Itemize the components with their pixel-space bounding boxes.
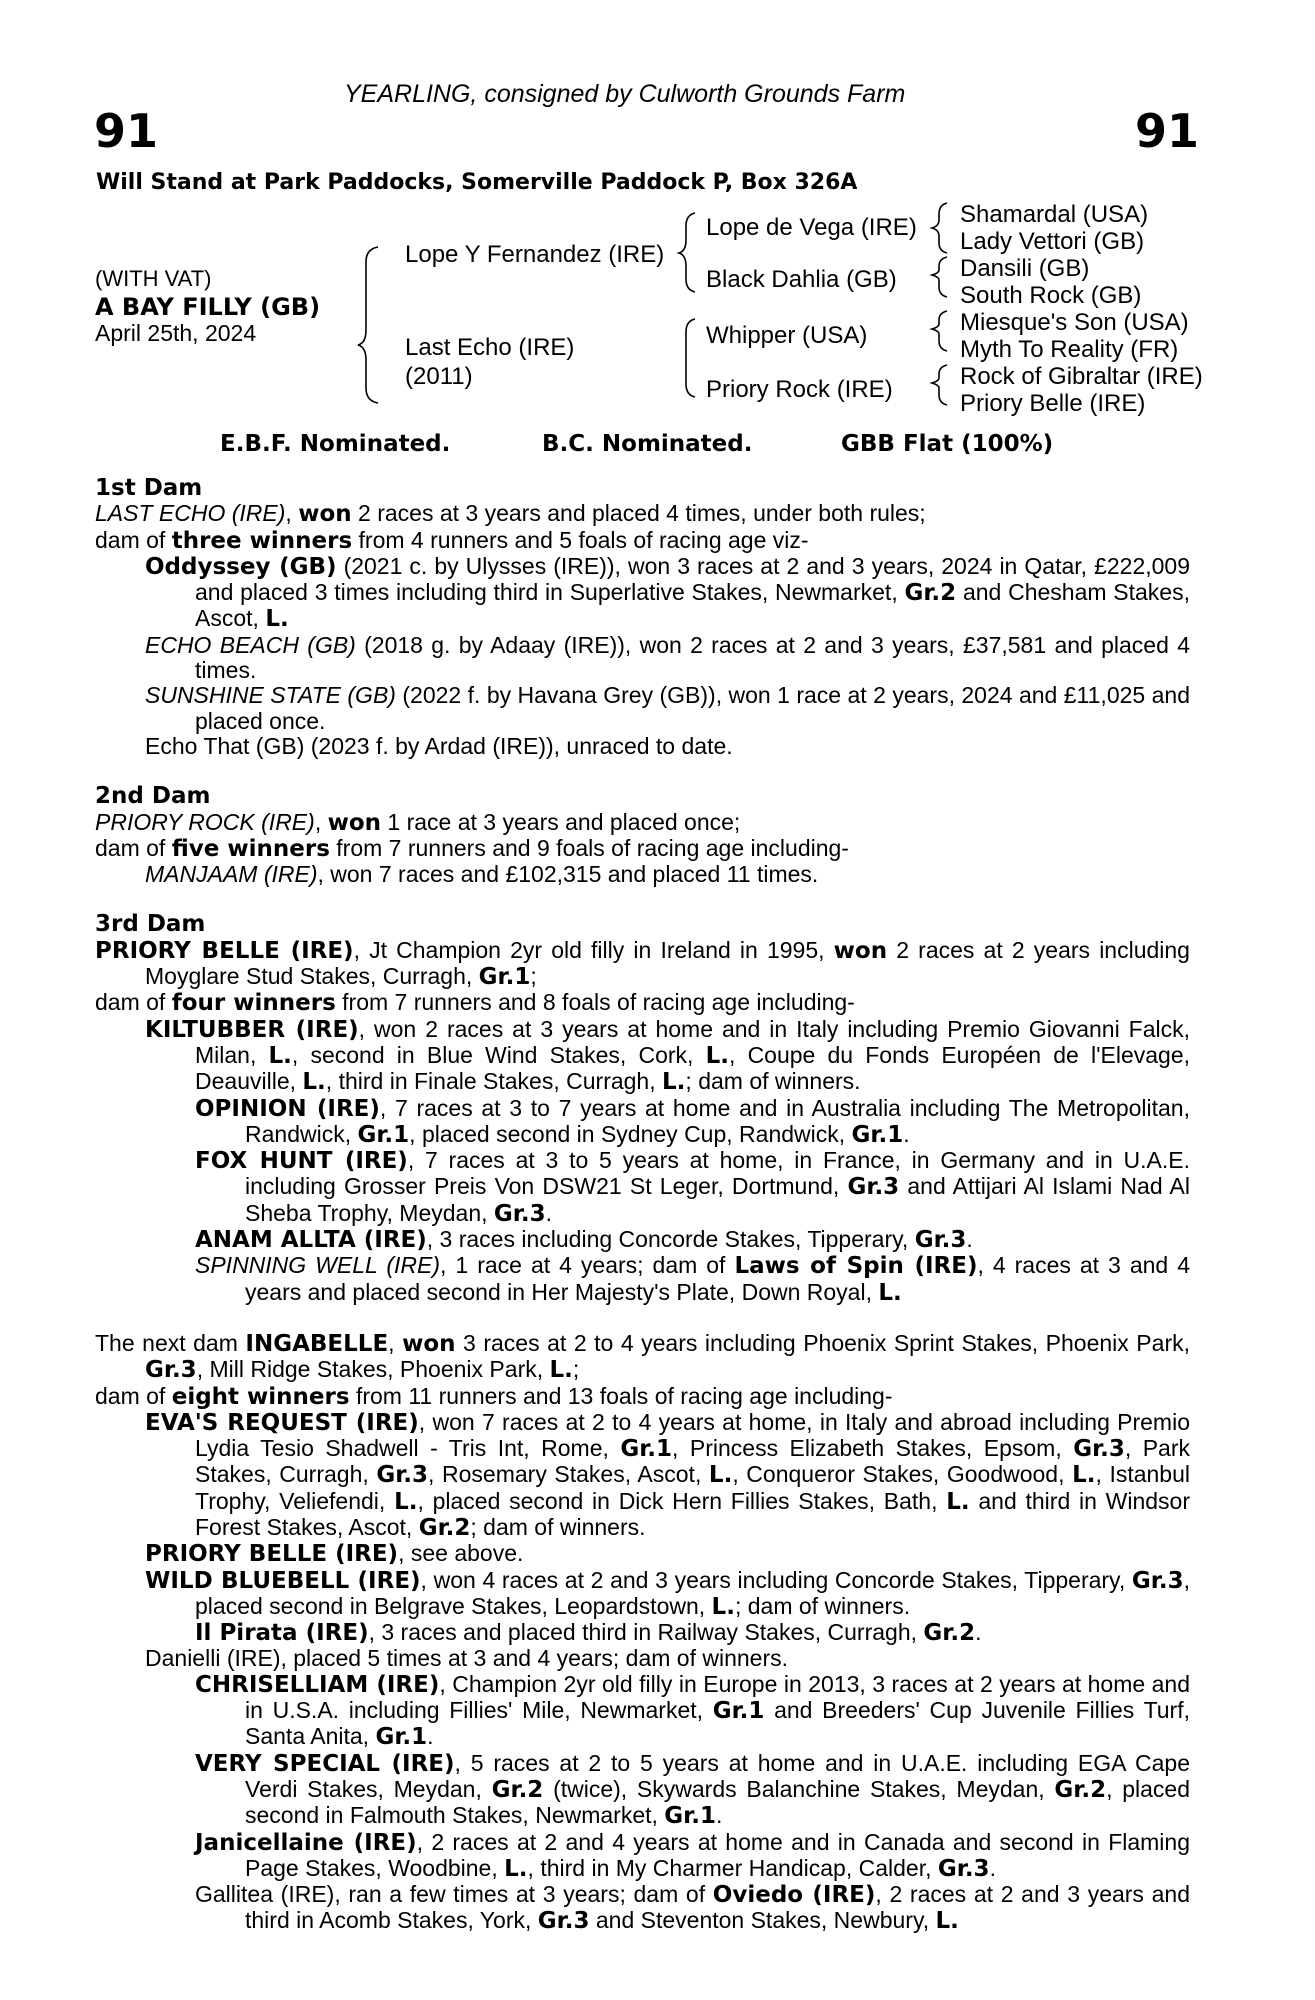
second-dam-heading: 2nd Dam bbox=[95, 783, 211, 810]
produce-evas-request: EVA'S REQUEST (IRE), won 7 races at 2 to 4 years at home, in Italy and abroad including Premio Lydia Tesio Shadwell - Tris Int, Rome, Gr.1, Princess Elizabeth Stakes, Epsom, Gr.3, Park Stakes, Curragh, Gr.3, Rosemary Stakes, Ascot, L., Conqueror Stakes, Goodwood, L., Istanbul Trophy, Veliefendi, L., placed second in Dick Hern Fillies Stakes, Bath, L. and third in Windsor Forest Stakes, Ascot, Gr.2; dam of winners. bbox=[145, 1408, 1191, 1541]
second-dam-produce-summary: dam of five winners from 7 runners and 9 foals of racing age including- bbox=[95, 834, 849, 862]
produce-anam-allta: ANAM ALLTA (IRE), 3 races including Concorde Stakes, Tipperary, Gr.3. bbox=[195, 1226, 973, 1254]
first-dam-produce-summary: dam of three winners from 4 runners and 5 foals of racing age viz- bbox=[95, 526, 809, 554]
third-dam-record: PRIORY BELLE (IRE), Jt Champion 2yr old filly in Ireland in 1995, won 2 races at 2 years including Moyglare Stud Stakes, Curragh, Gr.1; bbox=[95, 936, 1190, 991]
lot-number-right: 91 bbox=[1134, 104, 1199, 158]
next-dam-record: The next dam INGABELLE, won 3 races at 2 to 4 years including Phoenix Sprint Stakes, Phoenix Park, Gr.3, Mill Ridge Stakes, Phoenix Park, L.; bbox=[95, 1329, 1190, 1384]
second-dam-record: PRIORY ROCK (IRE), won 1 race at 3 years and placed once; bbox=[95, 808, 741, 836]
produce-oddyssey: Oddyssey (GB) (2021 c. by Ulysses (IRE)), won 3 races at 2 and 3 years, 2024 in Qatar, £222,009 and placed 3 times including third in Superlative Stakes, Newmarket, Gr.2 and Chesham Stakes, Ascot, L. bbox=[145, 552, 1190, 633]
first-dam-heading: 1st Dam bbox=[95, 475, 203, 501]
produce-wild-bluebell: WILD BLUEBELL (IRE), won 4 races at 2 and 3 years including Concorde Stakes, Tipperary, Gr.3, placed second in Belgrave Stakes, Leopardstown, L.; dam of winners. bbox=[145, 1566, 1190, 1620]
produce-gallitea: Gallitea (IRE), ran a few times at 3 years; dam of Oviedo (IRE), 2 races at 2 and 3 years and third in Acomb Stakes, York, Gr.3 and Steventon Stakes, Newbury, L. bbox=[195, 1881, 1190, 1935]
produce-sunshine-state: SUNSHINE STATE (GB) (2022 f. by Havana Grey (GB)), won 1 race at 2 years, 2024 and £11,025 and placed once. bbox=[145, 682, 1190, 734]
produce-very-special: VERY SPECIAL (IRE), 5 races at 2 to 5 years at home and in U.A.E. including EGA Cape Verdi Stakes, Meydan, Gr.2 (twice), Skywards Balanchine Stakes, Meydan, Gr.2, placed second in Falmouth Stakes, Newmarket, Gr.1. bbox=[195, 1749, 1191, 1830]
pedigree-sire-sire: Lope de Vega (IRE) bbox=[706, 214, 917, 241]
pedigree-ssd: Lady Vettori (GB) bbox=[960, 228, 1145, 255]
pedigree-sire-dam: Black Dahlia (GB) bbox=[706, 266, 897, 293]
produce-spinning-well: SPINNING WELL (IRE), 1 race at 4 years; dam of Laws of Spin (IRE), 4 races at 3 and 4 years and placed second in Her Majesty's Plate, Down Royal, L. bbox=[195, 1252, 1191, 1306]
pedigree-dss: Miesque's Son (USA) bbox=[960, 309, 1189, 336]
produce-fox-hunt: FOX HUNT (IRE), 7 races at 3 to 5 years at home, in France, in Germany and in U.A.E. including Grosser Preis Von DSW21 St Leger, Dortmund, Gr.3 and Attijari Al Islami Nad Al Sheba Trophy, Meydan, Gr.3. bbox=[195, 1147, 1190, 1227]
vat-note: (WITH VAT) bbox=[95, 266, 212, 291]
pedigree-ddd: Priory Belle (IRE) bbox=[960, 390, 1146, 417]
stand-location: Will Stand at Park Paddocks, Somerville Paddock P, Box 326A bbox=[96, 170, 858, 195]
bc-nomination: B.C. Nominated. bbox=[542, 431, 753, 457]
produce-il-pirata: Il Pirata (IRE), 3 races and placed third in Railway Stakes, Curragh, Gr.2. bbox=[195, 1619, 982, 1647]
pedigree-dds: Rock of Gibraltar (IRE) bbox=[960, 363, 1203, 390]
pedigree-dam-dam: Priory Rock (IRE) bbox=[706, 376, 893, 403]
produce-echo-that: Echo That (GB) (2023 f. by Ardad (IRE)), unraced to date. bbox=[145, 732, 733, 759]
lot-number-left: 91 bbox=[94, 104, 159, 158]
third-dam-heading: 3rd Dam bbox=[95, 911, 206, 938]
pedigree-sds: Dansili (GB) bbox=[960, 255, 1090, 282]
first-dam-record: LAST ECHO (IRE), won 2 races at 3 years and placed 4 times, under both rules; bbox=[95, 500, 926, 528]
horse-dob: April 25th, 2024 bbox=[95, 320, 257, 346]
horse-name: A BAY FILLY (GB) bbox=[95, 293, 321, 321]
produce-janicellaine: Janicellaine (IRE), 2 races at 2 and 4 years at home and in Canada and second in Flaming Page Stakes, Woodbine, L., third in My Charmer Handicap, Calder, Gr.3. bbox=[195, 1828, 1190, 1882]
consignment-line: YEARLING, consigned by Culworth Grounds Farm bbox=[344, 80, 906, 108]
produce-opinion: OPINION (IRE), 7 races at 3 to 7 years at home and in Australia including The Metropolitan, Randwick, Gr.1, placed second in Sydney Cup, Randwick, Gr.1. bbox=[195, 1094, 1190, 1148]
produce-danielli: Danielli (IRE), placed 5 times at 3 and 4 years; dam of winners. bbox=[145, 1645, 789, 1672]
produce-kiltubber: KILTUBBER (IRE), won 2 races at 3 years at home and in Italy including Premio Giovanni Falck, Milan, L., second in Blue Wind Stakes, Cork, L., Coupe du Fonds Européen de l'Elevage, Deauville, L., third in Finale Stakes, Curragh, L.; dam of winners. bbox=[145, 1015, 1190, 1096]
pedigree-dam-sire: Whipper (USA) bbox=[706, 322, 868, 349]
pedigree-dam: Last Echo (IRE) bbox=[405, 334, 575, 361]
produce-manjaam: MANJAAM (IRE), won 7 races and £102,315 and placed 11 times. bbox=[145, 861, 819, 888]
pedigree-sss: Shamardal (USA) bbox=[960, 201, 1149, 228]
produce-chriselliam: CHRISELLIAM (IRE), Champion 2yr old filly in Europe in 2013, 3 races at 2 years at home and in U.S.A. including Fillies' Mile, Newmarket, Gr.1 and Breeders' Cup Juvenile Fillies Turf, Santa Anita, Gr.1. bbox=[195, 1670, 1190, 1751]
catalogue-body bbox=[95, 476, 1190, 1935]
produce-echo-beach: ECHO BEACH (GB) (2018 g. by Adaay (IRE)), won 2 races at 2 and 3 years, £37,581 and placed 4 times. bbox=[145, 631, 1190, 684]
ebf-nomination: E.B.F. Nominated. bbox=[220, 431, 451, 457]
third-dam-produce-summary: dam of four winners from 7 runners and 8 foals of racing age including- bbox=[95, 989, 855, 1017]
gbb-status: GBB Flat (100%) bbox=[841, 431, 1054, 457]
pedigree-dsd: Myth To Reality (FR) bbox=[960, 336, 1179, 363]
pedigree-sdd: South Rock (GB) bbox=[960, 282, 1142, 309]
pedigree-sire: Lope Y Fernandez (IRE) bbox=[405, 241, 665, 268]
pedigree-dam-year: (2011) bbox=[405, 363, 473, 390]
produce-priory-belle: PRIORY BELLE (IRE), see above. bbox=[145, 1540, 524, 1568]
next-dam-produce-summary: dam of eight winners from 11 runners and 13 foals of racing age including- bbox=[95, 1382, 893, 1410]
